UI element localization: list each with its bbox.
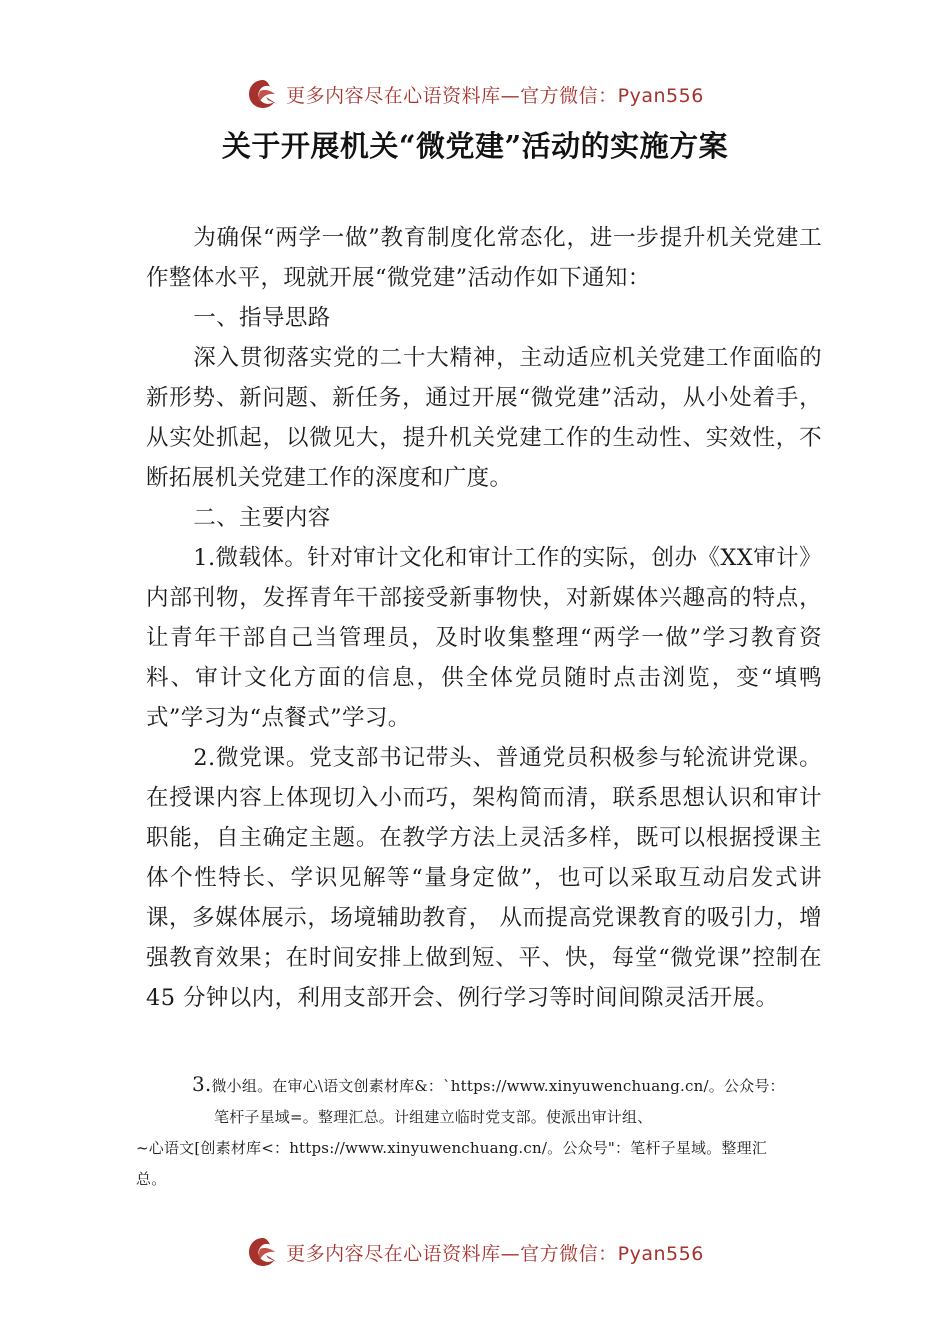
intro-paragraph: 为确保“两学一做”教育制度化常态化，进一步提升机关党建工作整体水平，现就开展“微党建”活动作如下通知：	[146, 225, 822, 291]
item-2-paragraph: 2.微党课。党支部书记带头、普通党员积极参与轮流讲党课。在授课内容上体现切入小而巧，架构简而清，联系思想认识和审计职能，自主确定主题。在教学方法上灵活多样，既可以根据授课主体个性特长、学识见解等“量身定做”，也可以采取互动启发式讲课，多媒体展示，场境辅助教育， 从而提高党课教育的吸引力，增强教育效果；在时间安排上做到短、平、快，每堂“微党课”控制在 45 分钟以内，利用支部开会、例行学习等时间间隙灵活开展。	[146, 745, 822, 1011]
item-3-line-2: 笔杆子星域=。整理汇总。计组建立临时党支部。使派出审计组、	[214, 1108, 653, 1126]
footer-banner	[0, 1232, 950, 1272]
banner-text: 更多内容尽在心语资料库—官方微信：Pyan556	[286, 84, 704, 107]
header-banner	[0, 74, 950, 114]
bird-logo-icon	[246, 1235, 280, 1269]
item-3-paragraph	[136, 1069, 826, 1195]
section-1-paragraph: 深入贯彻落实党的二十大精神，主动适应机关党建工作面临的新形势、新问题、新任务，通过开展“微党建”活动，从小处着手，从实处抓起，以微见大，提升机关党建工作的生动性、实效性，不断拓展机关党建工作的深度和广度。	[146, 345, 822, 491]
page-title: 关于开展机关“微党建”活动的实施方案	[221, 129, 729, 163]
section-heading-1: 一、指导思路	[193, 305, 331, 331]
item-3-number: 3.	[192, 1072, 212, 1096]
document-body	[146, 218, 822, 1018]
item-3-line-4: 总。	[136, 1170, 167, 1188]
section-heading-2: 二、主要内容	[193, 505, 331, 531]
item-3-line-1: 3.微小组。在审心\语文创素材库&：`https://www.xinyuwenchuang.cn/。公众号：	[192, 1072, 785, 1096]
banner-text: 更多内容尽在心语资料库—官方微信：Pyan556	[286, 1242, 704, 1265]
bird-logo-icon	[246, 77, 280, 111]
item-1-paragraph: 1.微载体。针对审计文化和审计工作的实际，创办《XX审计》内部刊物，发挥青年干部接受新事物快，对新媒体兴趣高的特点，让青年干部自己当管理员，及时收集整理“两学一做”学习教育资料、审计文化方面的信息，供全体党员随时点击浏览，变“填鸭式”学习为“点餐式”学习。	[146, 545, 822, 731]
item-3-line-3: ~心语文[创素材库<：https://www.xinyuwenchuang.cn/。公众号"：笔杆子星域。整理汇	[136, 1139, 768, 1157]
